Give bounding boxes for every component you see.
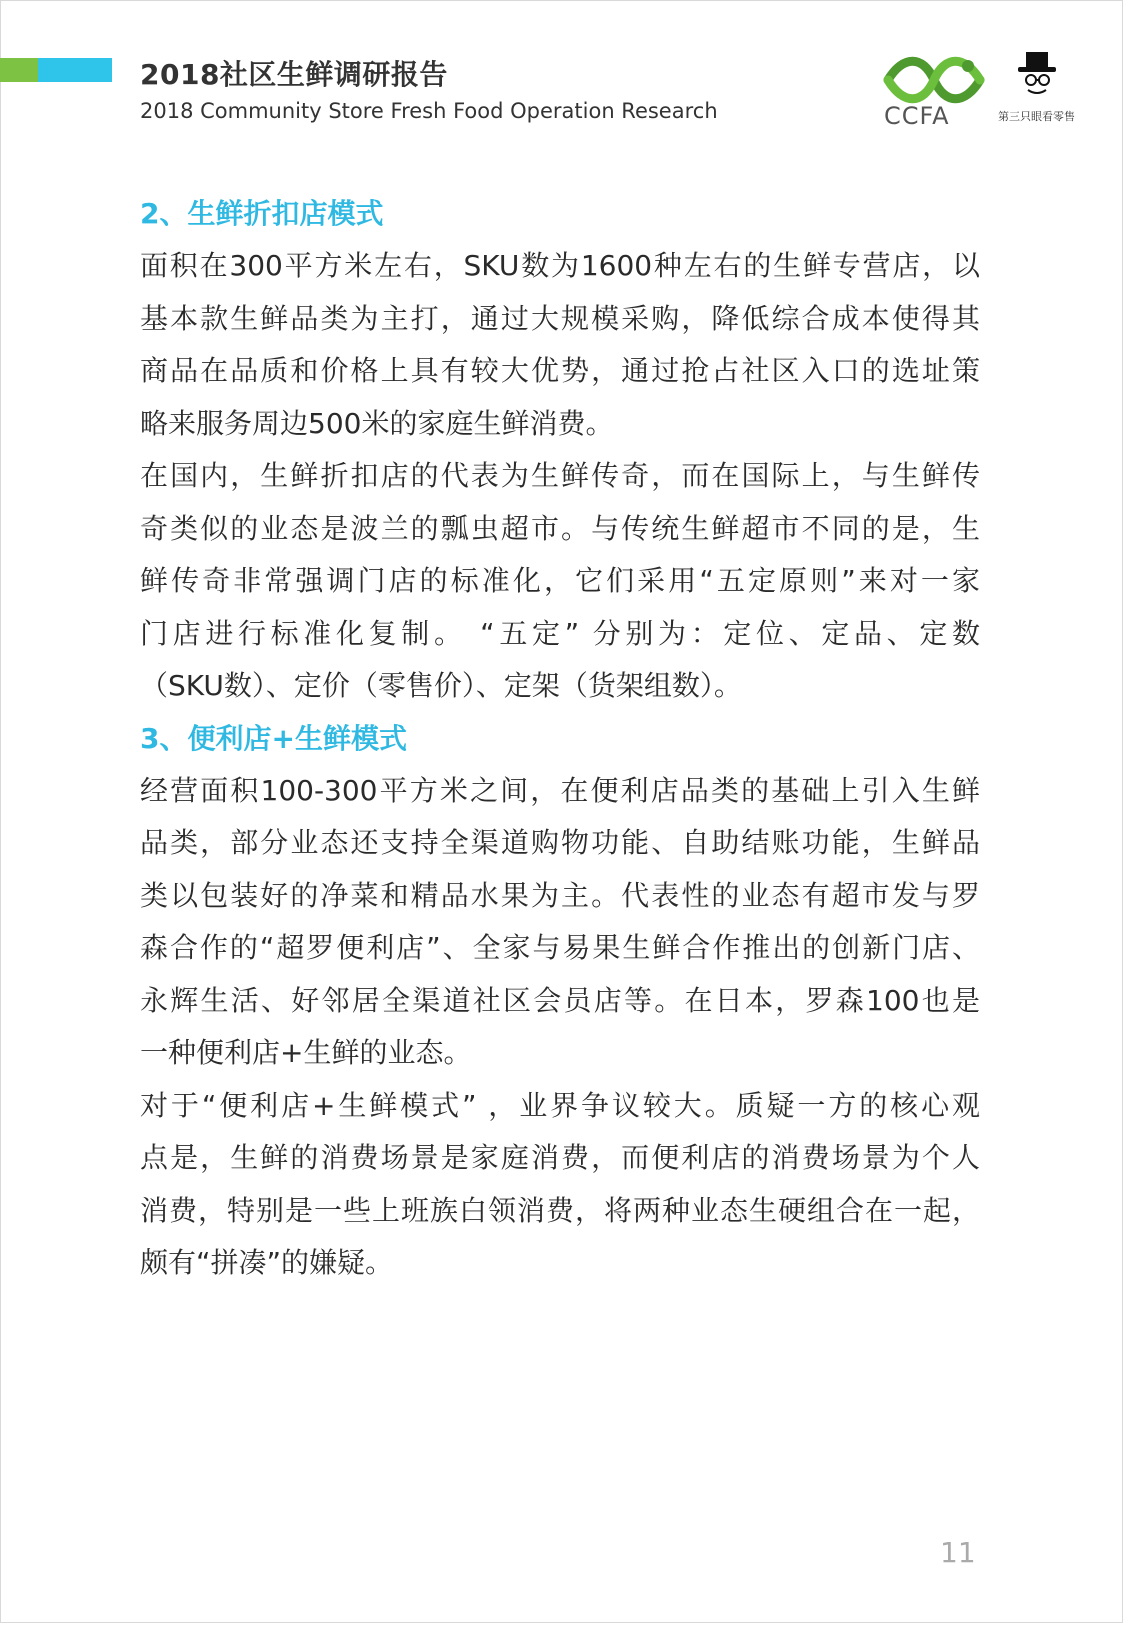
text-line: 略来服务周边500米的家庭生鲜消费。 [140,406,614,440]
text-line: 森合作的“超罗便利店”、全家与易果生鲜合作推出的创新门店、 [140,931,980,964]
text-line: 点是，生鲜的消费场景是家庭消费，而便利店的消费场景为个人 [140,1141,980,1174]
text-line: 基本款生鲜品类为主打，通过大规模采购，降低综合成本使得其 [140,301,980,335]
page-number: 11 [940,1536,976,1569]
section-heading-discount-store: 2、生鲜折扣店模式 [140,197,384,230]
text-line: 经营面积100-300平方米之间，在便利店品类的基础上引入生鲜 [140,773,980,807]
text-line: 永辉生活、好邻居全渠道社区会员店等。在日本，罗森100也是 [140,983,980,1017]
text-line: 门店进行标准化复制。 “五定” 分别为：定位、定品、定数 [140,616,980,650]
paragraph-discount-store-examples [140,450,980,713]
text-line: （SKU数）、定价（零售价）、定架（货架组数）。 [140,669,742,702]
text-line: 鲜传奇非常强调门店的标准化，它们采用“五定原则”来对一家 [140,564,980,597]
third-eye-logo-text: 第三只眼看零售 [998,110,1075,123]
text-line: 面积在300平方米左右，SKU数为1600种左右的生鲜专营店，以 [140,249,980,282]
paragraph-discount-store-intro [140,240,980,450]
text-line: 颇有“拼凑”的嫌疑。 [140,1246,394,1279]
top-hat-glasses-icon [1014,50,1062,106]
text-line: 类以包装好的净菜和精品水果为主。代表性的业态有超市发与罗 [140,878,980,912]
main-content [140,188,980,1290]
text-line: 对于“便利店+生鲜模式” ，业界争议较大。质疑一方的核心观 [140,1088,980,1122]
paragraph-convenience-store-intro [140,765,980,1080]
ccfa-logo [878,50,990,132]
header-accent-bar [0,58,112,82]
text-line: 一种便利店+生鲜的业态。 [140,1036,472,1069]
paragraph-convenience-store-debate [140,1080,980,1290]
text-line: 商品在品质和价格上具有较大优势，通过抢占社区入口的选址策 [140,354,980,387]
report-subtitle: 2018 Community Store Fresh Food Operation Research [140,99,718,123]
section-heading-convenience-store: 3、便利店+生鲜模式 [140,721,407,755]
report-title: 2018社区生鲜调研报告 [140,58,448,91]
third-eye-logo [992,50,1092,130]
accent-blue-block [38,58,112,82]
accent-green-block [0,58,38,82]
text-line: 品类，部分业态还支持全渠道购物功能、自助结账功能，生鲜品 [140,826,980,859]
ccfa-logo-icon [878,50,990,110]
ccfa-logo-text: CCFA [884,102,950,130]
text-line: 奇类似的业态是波兰的瓢虫超市。与传统生鲜超市不同的是，生 [140,511,980,545]
text-line: 在国内，生鲜折扣店的代表为生鲜传奇，而在国际上，与生鲜传 [140,459,980,492]
text-line: 消费，特别是一些上班族白领消费，将两种业态生硬组合在一起， [140,1193,980,1227]
